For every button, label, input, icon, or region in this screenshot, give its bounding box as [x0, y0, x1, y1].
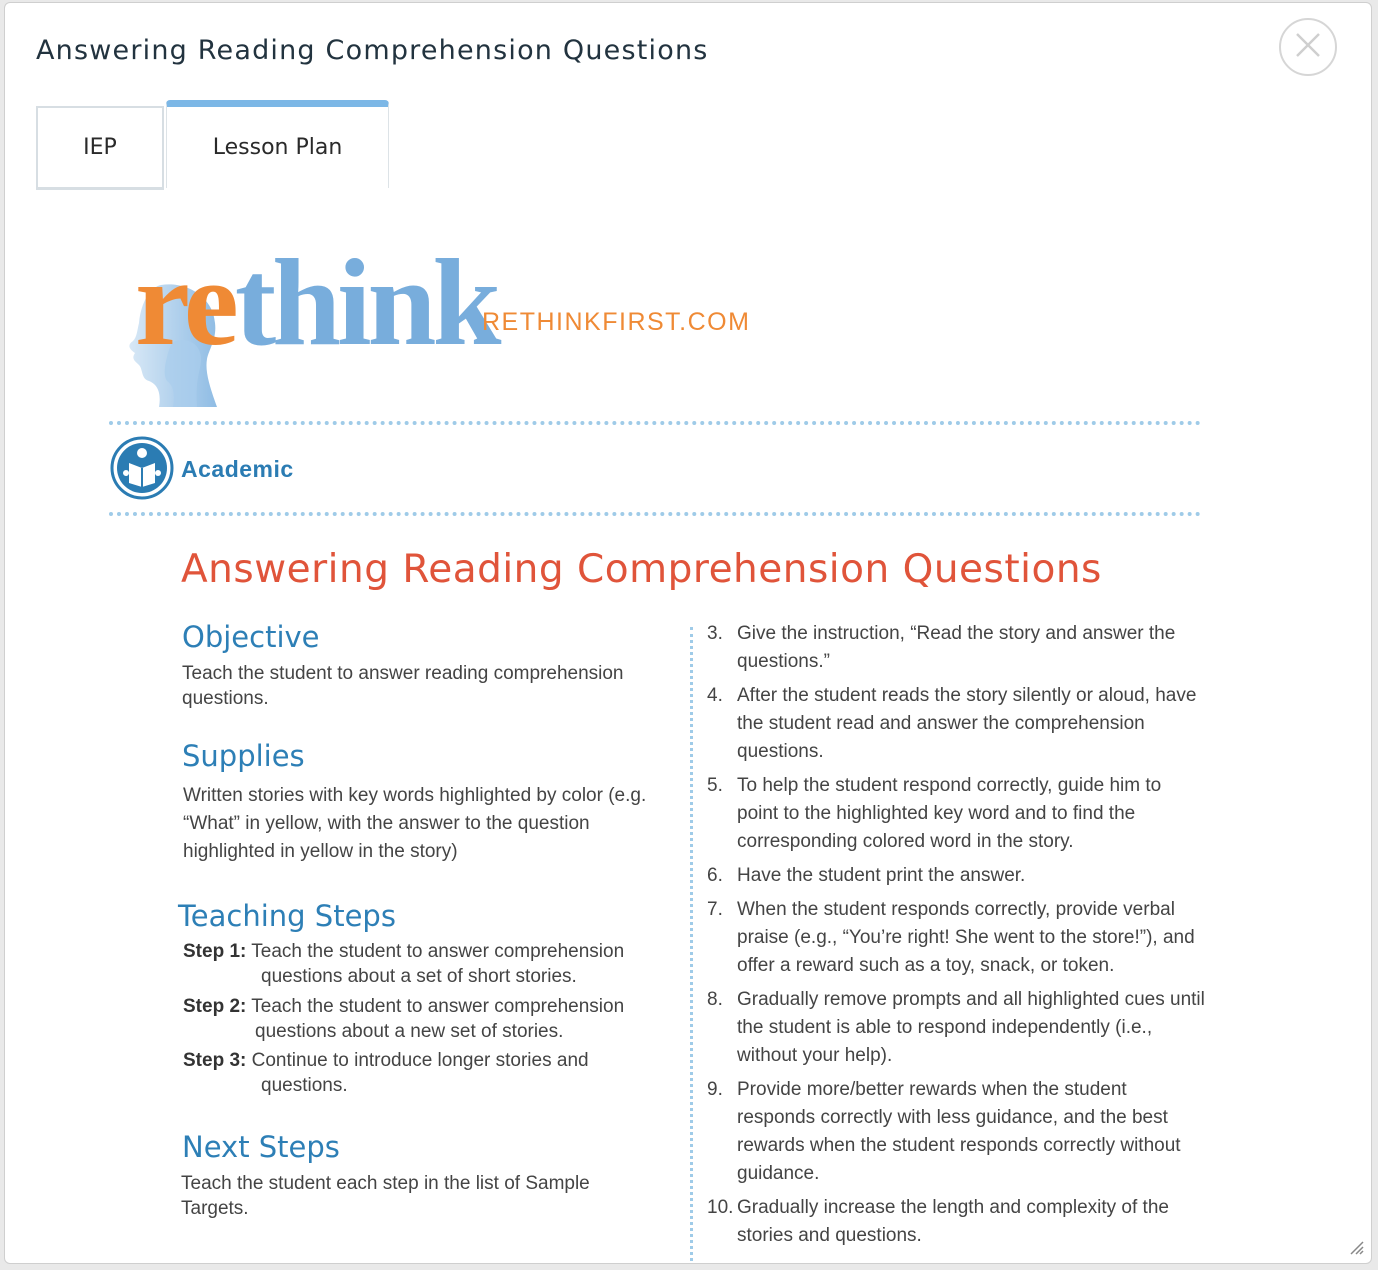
- column-divider: [690, 627, 693, 1264]
- rethink-logo: rethink: [135, 234, 498, 371]
- lesson-plan-document: [5, 3, 1372, 1264]
- supplies-text: Written stories with key words highlighted by color (e.g. “What” in yellow, with the answer to the question highlighted in yellow in the story): [183, 785, 647, 862]
- teaching-step-3: Step 3: Continue to introduce longer stories and questions.: [183, 1050, 589, 1096]
- rethink-site-link[interactable]: RETHINKFIRST.COM: [482, 308, 751, 336]
- list-item: 6. Have the student print the answer.: [707, 865, 1026, 886]
- lesson-modal: [4, 2, 1372, 1264]
- category-label: Academic: [181, 456, 294, 482]
- teaching-step-2: Step 2: Teach the student to answer comprehension questions about a new set of stories.: [183, 996, 625, 1042]
- list-item: 3. Give the instruction, “Read the story and answer the questions.”: [707, 623, 1176, 672]
- teaching-step-1: Step 1: Teach the student to answer comprehension questions about a set of short stories.: [183, 941, 625, 987]
- list-item: 10. Gradually increase the length and complexity of the stories and questions.: [707, 1197, 1169, 1246]
- tab-lesson-plan-label: Lesson Plan: [212, 135, 343, 160]
- next-steps-heading: Next Steps: [182, 1130, 340, 1164]
- tab-iep-label: IEP: [83, 135, 117, 160]
- dotted-divider-bottom: [109, 512, 1201, 516]
- dotted-divider-top: [109, 421, 1201, 425]
- list-item: 9. Provide more/better rewards when the student responds correctly with less guidance, and the best rewards when the student responds correctly without guidance.: [707, 1079, 1181, 1184]
- reading-person-icon: [109, 435, 175, 506]
- resize-handle-icon[interactable]: [1348, 1239, 1364, 1260]
- list-item: 4. After the student reads the story silently or aloud, have the student read and answer the comprehension questions.: [707, 685, 1197, 762]
- objective-heading: Objective: [182, 620, 320, 654]
- objective-text: Teach the student to answer reading comprehension questions.: [182, 663, 624, 709]
- list-item: 7. When the student responds correctly, provide verbal praise (e.g., “You’re right! She went to the store!”), and offer a reward such as a toy, snack, or token.: [707, 899, 1195, 976]
- document-title: Answering Reading Comprehension Questions: [181, 547, 1102, 592]
- next-steps-text: Teach the student each step in the list of Sample Targets.: [181, 1173, 590, 1219]
- modal-title: Answering Reading Comprehension Questions: [36, 35, 709, 66]
- procedure-list: [707, 620, 1207, 1256]
- list-item: 8. Gradually remove prompts and all highlighted cues until the student is able to respond independently (i.e., without your help).: [707, 989, 1205, 1066]
- supplies-heading: Supplies: [182, 739, 305, 773]
- teaching-steps-heading: Teaching Steps: [178, 899, 396, 933]
- list-item: 5. To help the student respond correctly, guide him to point to the highlighted key word and to find the corresponding colored word in the story.: [707, 775, 1162, 852]
